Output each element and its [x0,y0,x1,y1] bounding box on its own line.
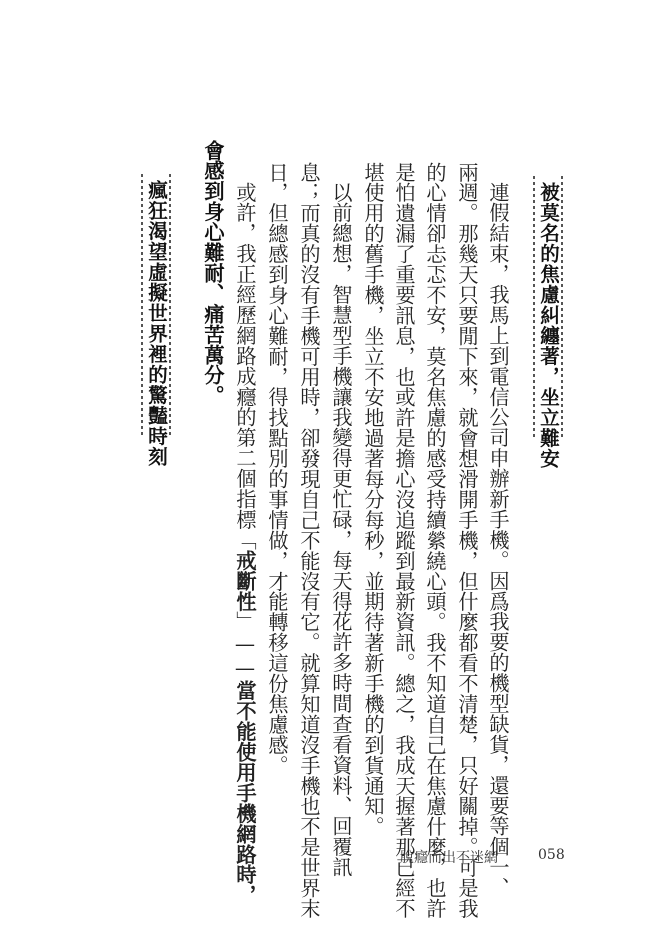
section-heading-2: 瘋狂渴望虛擬世界裡的驚豔時刻 [145,180,168,467]
body-line-emphasis [232,182,258,905]
heading-1-rule-right [561,176,563,440]
heading-2-rule-right [169,174,171,438]
heading-2-rule-left [141,174,143,438]
body-line: 息；而真的沒有手機可用時，卻發現自己不能沒有它。就算知道沒手機也不是世界末 [297,162,321,919]
body-line: 以前總想，智慧型手機讓我變得更忙碌，每天得花許多時間查看資料、回覆訊 [329,182,353,878]
running-footer-title: 脫癮而出不迷網 [400,850,498,866]
emphasis-line: 會感到身心難耐、痛苦萬分。 [201,140,225,406]
body-line: 兩週。那幾天只要閒下來，就會想滑開手機，但什麼都看不清楚，只好關掉。可是我 [455,162,479,919]
body-line: 日，但總感到身心難耐，得找點別的事情做，才能轉移這份焦慮感。 [265,162,289,776]
section-heading-1: 被莫名的焦慮糾纏著，坐立難安 [537,182,560,469]
body-text: 或許，我正經歷網路成癮的第二個指標「 [233,182,257,551]
heading-1-rule-left [533,176,535,440]
emphasis-term: 戒斷性 [233,550,257,612]
body-line: 連假結束，我馬上到電信公司申辦新手機。因爲我要的機型缺貨，還要等個一、 [486,182,510,898]
page-number: 058 [538,847,565,863]
emphasis-text: 當不能使用手機網路時， [233,680,257,906]
body-line: 堪使用的舊手機，坐立不安地過著每分每秒，並期待著新手機的到貨通知。 [361,162,385,837]
body-line: 的心情卻忐忑不安，莫名焦慮的感受持續縈繞心頭。我不知道自己在焦慮什麼，也許 [423,162,447,919]
body-line: 是怕遺漏了重要訊息，也或許是擔心沒追蹤到最新資訊。總之，我成天握著那已經不 [392,162,416,919]
body-text: 」—— [233,611,257,681]
